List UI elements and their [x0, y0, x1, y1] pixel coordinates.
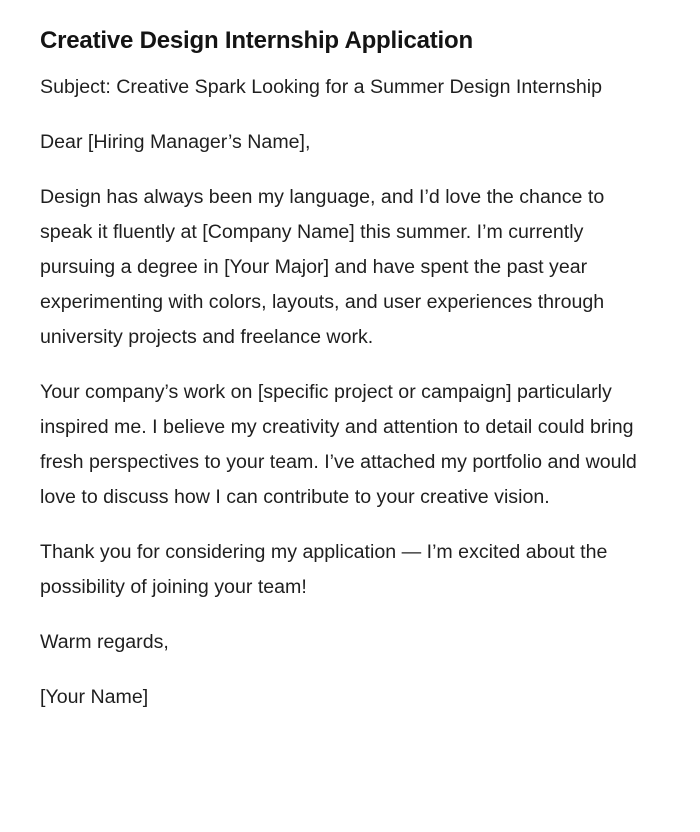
salutation: Dear [Hiring Manager’s Name],: [40, 131, 311, 153]
body-paragraph-1: Design has always been my language, and I’d love the chance to speak it fluently at [Company Name] this summer. I’m currently pursuing a degree in [Your Major] and have spent the past year experimenting with colors, layouts, and user experiences through university projects and freelance work.: [40, 186, 605, 348]
body-paragraph-3: Thank you for considering my application — I’m excited about the possibility of joining your team!: [40, 541, 608, 598]
subject-line: Subject: Creative Spark Looking for a Summer Design Internship: [40, 76, 602, 98]
document-title: Creative Design Internship Application: [40, 27, 473, 54]
body-paragraph-2: Your company’s work on [specific project or campaign] particularly inspired me. I believe my creativity and attention to detail could bring fresh perspectives to your team. I’ve attached my portfolio and would love to discuss how I can contribute to your creative vision.: [40, 381, 637, 508]
signature: [Your Name]: [40, 686, 149, 708]
closing: Warm regards,: [40, 631, 169, 653]
